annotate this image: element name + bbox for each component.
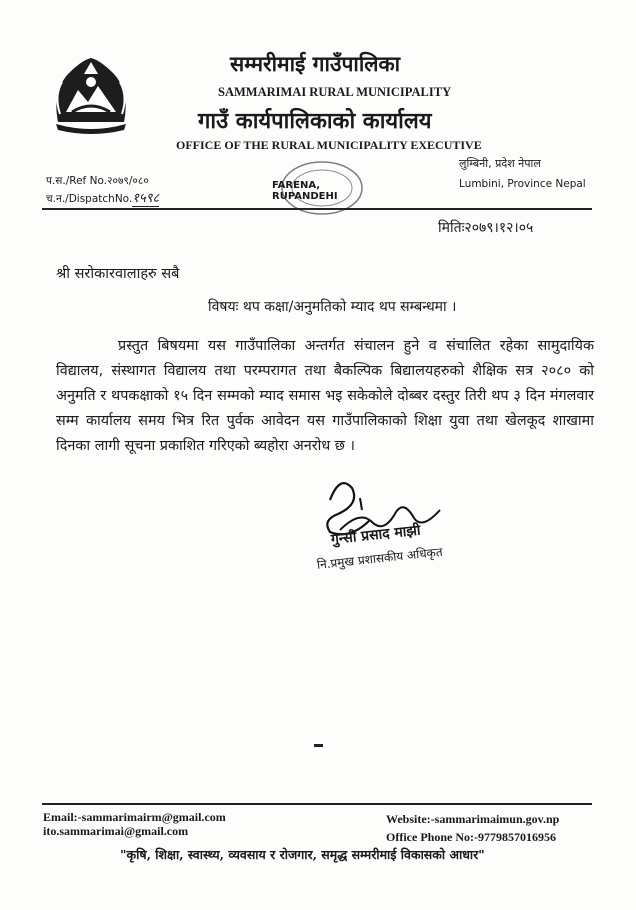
body-paragraph: प्रस्तुत बिषयमा यस गाउँपालिका अन्तर्गत संचालन हुने व संचालित रहेका सामुदायिक विद्यालय, संस्थागत विद्यालय तथा परम्परागत तथा बैकल्पिक बिद्यालयहरुको शैक्षिक सत्र २०८० को अनुमति र थपकक्षाको १५ दिन सम्मको म्याद समास भइ सकेकोले दोब्बर दस्तुर तिरी थप ३ दिन मंगलवार सम्म कार्यालय समय भित्र रित पुर्वक आवेदन यस गाउँपालिकाको शिक्षा युवा तथा खेलकूद शाखामा दिनका लागी सूचना प्रकाशित गरिएको ब्यहोरा अनरोध छ ।	[56, 338, 594, 454]
salutation: श्री सरोकारवालाहरु सबै	[56, 266, 180, 282]
letter-date: मितिः२०७९।१२।०५	[438, 220, 534, 236]
nepal-emblem-icon	[48, 52, 134, 136]
footer-slogan: "कृषि, शिक्षा, स्वास्थ्य, व्यवसाय र रोजगार, समृद्ध सम्मरीमाई विकासको आधार"	[120, 847, 485, 862]
page-mark	[314, 744, 323, 747]
signatory-title: नि.प्रमुख प्रशासकीय अधिकृत	[316, 544, 444, 572]
stamp-address: FARENA, RUPANDEHI	[272, 180, 338, 202]
province-nepali: लुम्बिनी, प्रदेश नेपाल	[459, 157, 541, 170]
municipality-name-nepali: सम्मरीमाई गाउँपालिका	[230, 51, 401, 76]
footer-website: Website:-sammarimaimun.gov.np	[386, 812, 560, 826]
office-stamp	[262, 158, 382, 222]
subject-line: विषयः थप कक्षा/अनुमतिको म्याद थप सम्बन्धमा ।	[208, 299, 457, 315]
signatory-name: गुन्सी प्रसाद माझी	[330, 522, 422, 548]
header-divider	[42, 208, 592, 210]
reference-number: प.स./Ref No.२०७९/०८०	[46, 175, 149, 187]
footer-email-secondary: ito.sammarimai@gmail.com	[43, 824, 189, 838]
dispatch-number	[46, 188, 159, 206]
footer-phone: Office Phone No:-9779857016956	[386, 830, 556, 844]
footer-email-primary: Email:-sammarimairm@gmail.com	[43, 810, 226, 824]
dispatch-label: च.न./DispatchNo.	[46, 193, 133, 205]
municipality-name-english: SAMMARIMAI RURAL MUNICIPALITY	[218, 85, 452, 99]
province-english: Lumbini, Province Nepal	[459, 178, 586, 190]
footer-divider	[42, 803, 592, 805]
letter-body	[56, 334, 594, 459]
office-name-english: OFFICE OF THE RURAL MUNICIPALITY EXECUTIVE	[176, 138, 482, 152]
office-name-nepali: गाउँ कार्यपालिकाको कार्यालय	[198, 108, 432, 134]
dispatch-handwritten-number: १५९८	[132, 191, 160, 206]
